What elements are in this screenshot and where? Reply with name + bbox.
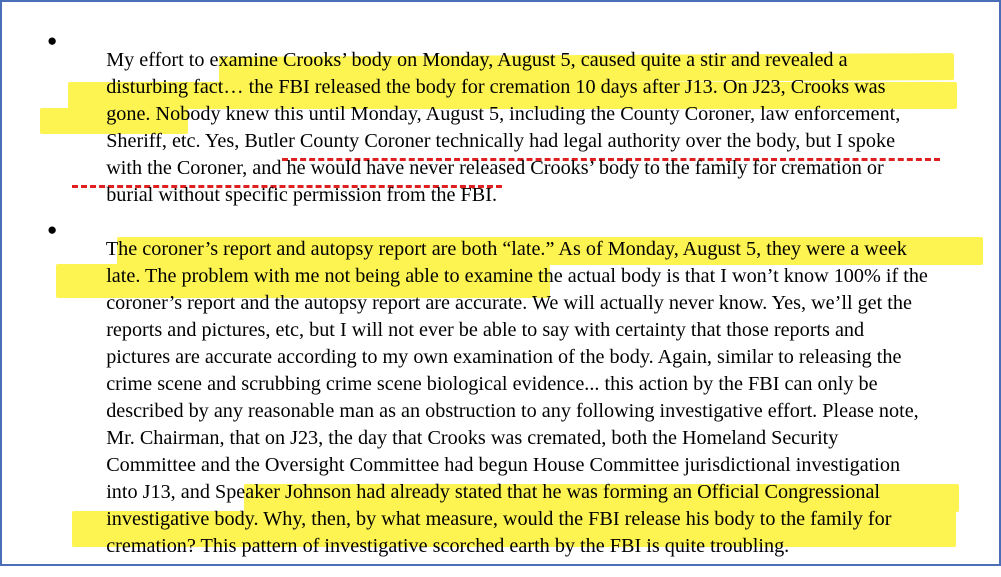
highlighted-text: the FBI released the body for cremation 10 days after J13. On J23, Crooks was [243, 76, 886, 99]
text-segment: Yes, Butler County Coroner technically had legal authority over the body, but I spoke [200, 130, 896, 153]
text-line [86, 165, 497, 226]
text-segment: with the Coroner, and [106, 157, 287, 180]
bullet-marker: ● [47, 220, 58, 239]
text-segment: Committee and the Oversight Committee had begun House Committee jurisdictional investigation [106, 454, 901, 477]
bullet-marker: ● [47, 31, 58, 50]
text-segment: . [491, 184, 497, 207]
text-segment: disturbing fact… [106, 76, 244, 99]
underlined-text: he would have never released Crooks’ body to the family for cremation or [286, 157, 884, 180]
highlighted-text: . Why, then, by what measure, would the FBI release his body to the family for [253, 508, 892, 531]
highlighted-text: coroner’s report and the autopsy report are accurate. [106, 292, 528, 315]
text-segment: pictures are accurate according to my own examination of the body. Again, similar to releasing the [106, 346, 902, 369]
text-line [86, 516, 789, 577]
highlighted-text: gone. Nobody knew this until Monday, August 5, including the County Coroner, law enforcement, [106, 103, 901, 126]
text-segment: Mr. Chairman, that on J23, the day that Crooks was cremated, both the Homeland Security [106, 427, 839, 450]
text-segment: late [106, 265, 136, 288]
highlighted-text: cremation? This pattern of investigative scorched earth by the FBI is quite troubling. [106, 535, 790, 558]
text-segment: investigative body [106, 508, 254, 531]
text-segment: The coroner’s report and autopsy report are both “late.” As of Monday, August 5, they were a week [105, 238, 907, 261]
text-segment: crime scene and scrubbing crime scene biological evidence... this action by the FBI can only be [106, 373, 878, 396]
text-segment: My effort to examine Crooks’ body on Monday, August 5, caused quite a stir and revealed a [106, 49, 848, 72]
highlighted-text: . The problem with me not being able to examine the actual body is that I won’t know 100% if the [135, 265, 928, 288]
text-segment: described by any reasonable man as an obstruction to any following investigative effort. Please note, [106, 400, 919, 423]
highlighted-text: Sheriff, etc. [106, 130, 201, 153]
text-segment: We will actually never know. Yes, we’ll get the [527, 292, 912, 315]
underlined-text: burial without specific permission from the FBI [106, 184, 492, 207]
text-segment: reports and pictures, etc, but I will not ever be able to say with certainty that those reports and [106, 319, 865, 342]
text-segment: into J13, and Speaker Johnson had already stated that he was forming an Official Congressional [106, 481, 881, 504]
